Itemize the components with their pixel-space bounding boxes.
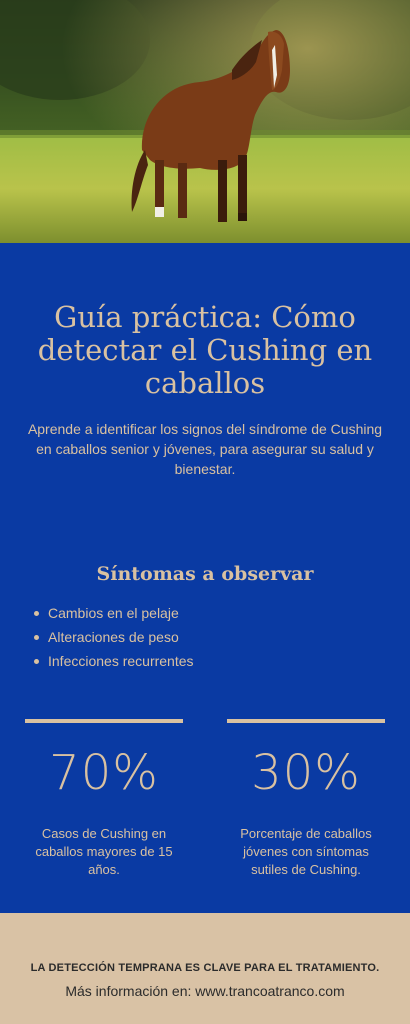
main-panel xyxy=(0,243,410,913)
footer xyxy=(0,913,410,1024)
stat-value: 30% xyxy=(251,745,361,801)
footer-tagline: LA DETECCIÓN TEMPRANA ES CLAVE PARA EL TRATAMIENTO. xyxy=(30,962,380,974)
symptoms-list xyxy=(34,601,194,673)
list-item: Cambios en el pelaje xyxy=(34,601,194,625)
symptoms-title: Síntomas a observar xyxy=(96,563,314,585)
stat-card-senior xyxy=(25,719,183,879)
page-title: Guía práctica: Cómo detectar el Cushing en caballos xyxy=(37,300,373,400)
stat-label: Porcentaje de caballos jóvenes con síntomas sutiles de Cushing. xyxy=(240,826,372,877)
divider xyxy=(227,719,385,723)
horse-photo xyxy=(0,0,410,243)
stat-card-young xyxy=(227,719,385,879)
list-item: Alteraciones de peso xyxy=(34,625,194,649)
divider xyxy=(25,719,183,723)
list-item: Infecciones recurrentes xyxy=(34,649,194,673)
intro-text: Aprende a identificar los signos del síndrome de Cushing en caballos senior y jóvenes, para asegurar su salud y bienestar. xyxy=(27,421,383,477)
stat-label: Casos de Cushing en caballos mayores de 15 años. xyxy=(35,826,173,877)
hero-image xyxy=(0,0,410,243)
stat-value: 70% xyxy=(49,745,159,801)
more-info-link[interactable]: Más información en: www.trancoatranco.com xyxy=(65,983,345,999)
